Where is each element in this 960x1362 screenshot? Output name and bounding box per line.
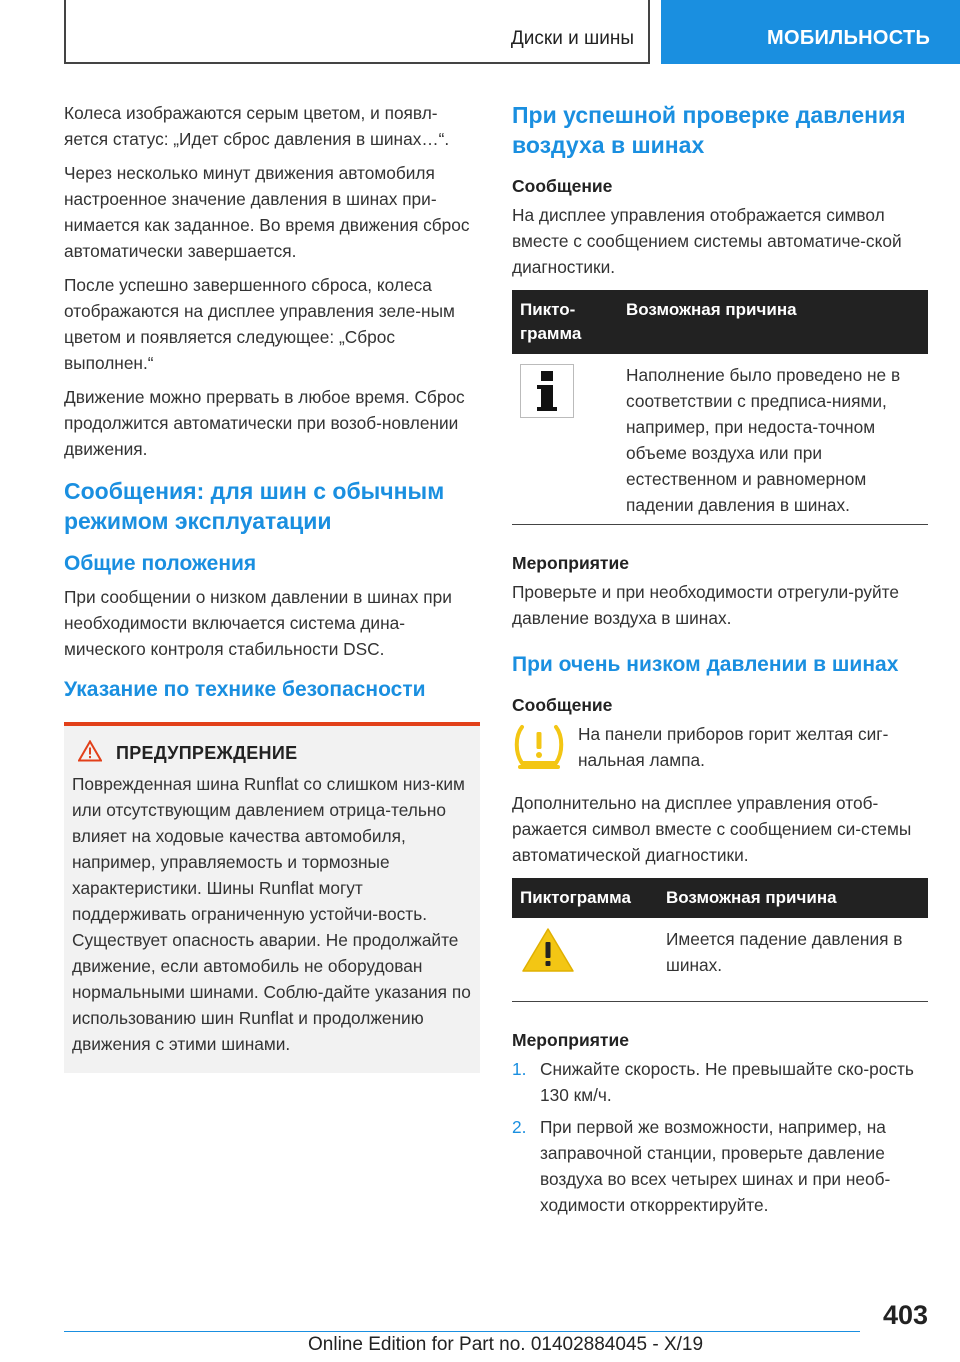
table-row [512, 918, 928, 1002]
step-number: 2. [512, 1117, 527, 1137]
list-item [512, 1114, 928, 1218]
paragraph-yellow-lamp: На панели приборов горит желтая сиг-нальная лампа. [578, 724, 889, 770]
paragraph-dsc: При сообщении о низком давлении в шинах при необходимости включается система дина-мического контроля стабильности DSC. [64, 587, 452, 659]
table2-cause-text: Имеется падение давления в шинах. [658, 918, 928, 1002]
right-column [512, 100, 928, 1224]
pictogram-table-2 [512, 878, 928, 1002]
paragraph-display-symbol: На дисплее управления отображается символ вместе с сообщением системы автоматиче-ской диагностики. [512, 205, 902, 277]
header-section-label: Диски и шины [510, 28, 634, 49]
table1-header-pictogram: Пикто-грамма [512, 290, 618, 354]
pictogram-table-1 [512, 290, 928, 525]
table1-pictogram-cell [512, 354, 618, 525]
heading-messages-normal-tires: Сообщения: для шин с обычным режимом эксплуатации [64, 478, 445, 534]
heading-safety-note: Указание по технике безопасности [64, 678, 426, 701]
subheading-action-2: Мероприятие [512, 1030, 629, 1050]
paragraph-additional-display: Дополнительно на дисплее управления отоб-ражается символ вместе с сообщением си-стемы автоматической диагностики. [512, 793, 912, 865]
table-row [512, 354, 928, 525]
list-item [512, 1056, 928, 1108]
table1-cause-text: Наполнение было проведено не в соответствии с предписа-ниями, например, при недоста-точном объеме воздуха или при естественном и равномерном падении давления в шинах. [618, 354, 928, 525]
header-chapter-tab [661, 0, 960, 64]
step-text: Снижайте скорость. Не превышайте ско-рость 130 км/ч. [540, 1059, 914, 1105]
paragraph-check-adjust: Проверьте и при необходимости отрегули-руйте давление воздуха в шинах. [512, 582, 899, 628]
warning-box [64, 722, 480, 1073]
tire-pressure-lamp-icon [512, 721, 566, 776]
paragraph-wheels-gray: Колеса изображаются серым цветом, и появл-яется статус: „Идет сброс давления в шинах…“. [64, 103, 450, 149]
table2-pictogram-cell [512, 918, 658, 1002]
step-number: 1. [512, 1059, 527, 1079]
warning-title-row [78, 740, 472, 767]
subheading-message-2: Сообщение [512, 695, 613, 715]
table1-header-cause: Возможная причина [618, 290, 928, 354]
paragraph-after-minutes: Через несколько минут движения автомобиля настроенное значение давления в шинах при-нимается как заданное. Во время движения сброс автоматически завершается. [64, 163, 470, 261]
lamp-message-row [512, 721, 928, 776]
footer-divider [64, 1331, 860, 1332]
table2-header-cause: Возможная причина [658, 878, 928, 918]
subheading-message: Сообщение [512, 176, 613, 196]
heading-general: Общие положения [64, 552, 257, 575]
heading-successful-check: При успешной проверке давления воздуха в шинах [512, 102, 906, 158]
header-section-tab [64, 0, 650, 64]
step-text: При первой же возможности, например, на заправочной станции, проверьте давление воздуха во всех четырех шинах и при необ-ходимости откорректируйте. [540, 1117, 891, 1215]
warning-title: ПРЕДУПРЕЖДЕНИЕ [116, 743, 298, 763]
yellow-warning-triangle-icon [520, 958, 576, 978]
action-steps-list [512, 1056, 928, 1218]
subheading-action-1: Мероприятие [512, 553, 629, 573]
info-icon [520, 402, 574, 422]
paragraph-interrupt: Движение можно прервать в любое время. Сброс продолжится автоматически при возоб-новлении движения. [64, 387, 465, 459]
header-chapter-label: МОБИЛЬНОСТЬ [767, 27, 931, 49]
page-number: 403 [882, 1300, 928, 1330]
left-column [64, 100, 480, 1073]
table2-header-pictogram: Пиктограмма [512, 878, 658, 918]
warning-text: Поврежденная шина Runflat со слишком низ-ким или отсутствующим давлением отрица-тельно влияет на ходовые качества автомобиля, например, управляемость и тормозные характеристики. Шины Runflat могут поддерживать ограниченную устойчи-вость. Существует опасность аварии. Не продолжайте движение, если автомобиль не оборудован нормальными шинами. Соблю-дайте указания по использованию шин Runflat и продолжению движения с этими шинами. [72, 774, 471, 1054]
warning-triangle-icon [78, 740, 102, 767]
footer-edition: Online Edition for Part no. 01402884045 - X/19 [308, 1334, 704, 1355]
paragraph-reset-complete: После успешно завершенного сброса, колеса отображаются на дисплее управления зеле-ным цветом и появляется следующее: „Сброс выполнен.“ [64, 275, 455, 373]
heading-very-low-pressure: При очень низком давлении в шинах [512, 653, 899, 676]
